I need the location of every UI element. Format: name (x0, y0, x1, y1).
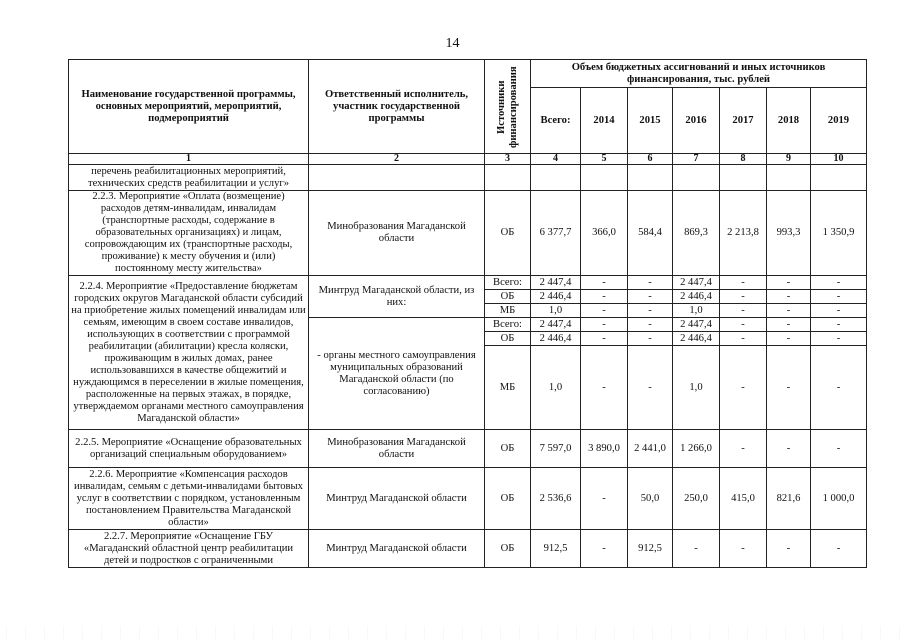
row-executor: Минтруд Магаданской области, из них: (309, 276, 485, 318)
row-source: ОБ (485, 290, 531, 304)
value-cell: - (581, 304, 628, 318)
value-cell: - (720, 290, 767, 304)
col-number: 2 (309, 154, 485, 165)
value-cell: - (720, 318, 767, 332)
header-name: Наименование государственной программы, основных мероприятий, мероприятий, подмероприятий (69, 60, 309, 154)
value-cell: - (767, 290, 811, 304)
header-year: 2015 (628, 88, 673, 154)
scan-artifact (0, 626, 905, 640)
value-cell: 1 000,0 (811, 468, 867, 530)
value-cell: 1,0 (673, 304, 720, 318)
value-cell: - (581, 530, 628, 568)
row-source: Всего: (485, 276, 531, 290)
col-number: 4 (531, 154, 581, 165)
header-year: 2018 (767, 88, 811, 154)
value-cell: 912,5 (531, 530, 581, 568)
row-source: МБ (485, 346, 531, 430)
col-number: 3 (485, 154, 531, 165)
value-cell: 584,4 (628, 191, 673, 276)
header-year: 2019 (811, 88, 867, 154)
value-cell: 2 446,4 (531, 290, 581, 304)
row-source: ОБ (485, 430, 531, 468)
row-source: ОБ (485, 530, 531, 568)
value-cell: 1,0 (673, 346, 720, 430)
value-cell: 2 447,4 (531, 276, 581, 290)
value-cell: - (720, 304, 767, 318)
header-source: Источники финансирования (485, 60, 531, 154)
value-cell: 869,3 (673, 191, 720, 276)
row-name: 2.2.6. Мероприятие «Компенсация расходов инвалидам, семьям с детьми-инвалидами бытовых услуг в соответствии с порядком, установленным постановлением Правительства Магаданской области» (69, 468, 309, 530)
row-name: перечень реабилитационных мероприятий, технических средств реабилитации и услуг» (69, 165, 309, 191)
value-cell: - (581, 290, 628, 304)
value-cell: - (811, 276, 867, 290)
header-year: 2017 (720, 88, 767, 154)
value-cell: - (767, 332, 811, 346)
value-cell: 50,0 (628, 468, 673, 530)
value-cell: 250,0 (673, 468, 720, 530)
value-cell: 993,3 (767, 191, 811, 276)
col-number: 8 (720, 154, 767, 165)
row-name: 2.2.5. Мероприятие «Оснащение образовательных организаций специальным оборудованием» (69, 430, 309, 468)
page-number: 14 (445, 36, 460, 51)
value-cell: - (811, 290, 867, 304)
value-cell: - (767, 346, 811, 430)
row-name: 2.2.3. Мероприятие «Оплата (возмещение) расходов детям-инвалидам, инвалидам (транспортные расходы, содержание в образовательных организациях) и лицам, сопровождающим их (транспортные расходы, проживание) к месту обучения и (или) постоянному месту жительства» (69, 191, 309, 276)
table-row (69, 468, 867, 530)
value-cell: 7 597,0 (531, 430, 581, 468)
table-row (69, 191, 867, 276)
value-cell: 6 377,7 (531, 191, 581, 276)
value-cell: - (811, 530, 867, 568)
row-executor: Минобразования Магаданской области (309, 191, 485, 276)
value-cell: - (720, 430, 767, 468)
value-cell: - (811, 304, 867, 318)
value-cell: - (720, 332, 767, 346)
value-cell: 2 446,4 (531, 332, 581, 346)
col-number: 6 (628, 154, 673, 165)
value-cell: - (811, 430, 867, 468)
row-name: 2.2.7. Мероприятие «Оснащение ГБУ «Магаданский областной центр реабилитации детей и подростков с ограниченными (69, 530, 309, 568)
value-cell: - (581, 468, 628, 530)
row-source: МБ (485, 304, 531, 318)
row-executor: Минтруд Магаданской области (309, 468, 485, 530)
value-cell: 1 266,0 (673, 430, 720, 468)
value-cell: 2 446,4 (673, 290, 720, 304)
value-cell: 2 441,0 (628, 430, 673, 468)
value-cell: - (811, 332, 867, 346)
value-cell: 2 447,4 (531, 318, 581, 332)
value-cell: - (767, 276, 811, 290)
value-cell: 821,6 (767, 468, 811, 530)
row-executor: - органы местного самоуправления муниципальных образований Магаданской области (по согласованию) (309, 318, 485, 430)
value-cell: 2 446,4 (673, 332, 720, 346)
header-year: Всего: (531, 88, 581, 154)
row-executor: Минобразования Магаданской области (309, 430, 485, 468)
value-cell: - (767, 530, 811, 568)
value-cell: - (581, 332, 628, 346)
row-source: ОБ (485, 468, 531, 530)
row-executor: Минтруд Магаданской области (309, 530, 485, 568)
value-cell: 1,0 (531, 304, 581, 318)
value-cell: 2 536,6 (531, 468, 581, 530)
value-cell: - (720, 530, 767, 568)
header-year: 2016 (673, 88, 720, 154)
value-cell: - (581, 276, 628, 290)
value-cell: 366,0 (581, 191, 628, 276)
value-cell: - (767, 430, 811, 468)
value-cell: - (811, 318, 867, 332)
col-number: 7 (673, 154, 720, 165)
table-row (69, 276, 867, 290)
value-cell: 3 890,0 (581, 430, 628, 468)
value-cell: - (628, 276, 673, 290)
table-row (69, 430, 867, 468)
budget-table (68, 59, 867, 568)
row-source: Всего: (485, 318, 531, 332)
header-executor: Ответственный исполнитель, участник государственной программы (309, 60, 485, 154)
header-volume: Объем бюджетных ассигнований и иных источников финансирования, тыс. рублей (531, 60, 867, 88)
value-cell: - (673, 530, 720, 568)
value-cell: - (811, 346, 867, 430)
value-cell: 415,0 (720, 468, 767, 530)
value-cell: - (628, 290, 673, 304)
row-source: ОБ (485, 332, 531, 346)
value-cell: - (720, 346, 767, 430)
header-year: 2014 (581, 88, 628, 154)
value-cell: - (767, 318, 811, 332)
value-cell: - (720, 276, 767, 290)
row-source: ОБ (485, 191, 531, 276)
value-cell: 912,5 (628, 530, 673, 568)
value-cell: - (581, 346, 628, 430)
value-cell: - (628, 318, 673, 332)
value-cell: 2 447,4 (673, 318, 720, 332)
value-cell: - (767, 304, 811, 318)
row-name: 2.2.4. Мероприятие «Предоставление бюджетам городских округов Магаданской области субсидий на приобретение жилых помещений инвалидам или семьям, имеющим в своем составе инвалидов, использующих в соответствии с программой реабилитации (абилитации) кресла коляски, проживающим в жилых домах, ранее использовавшихся в качестве общежитий и нуждающимся в переселении в жилые помещения, расположенные на первых этажах, в порядке, утверждаемом органами местного самоуправления Магаданской области» (69, 276, 309, 430)
table-row (69, 165, 867, 191)
col-number: 9 (767, 154, 811, 165)
table-row (69, 530, 867, 568)
col-number: 5 (581, 154, 628, 165)
value-cell: - (581, 318, 628, 332)
value-cell: 1 350,9 (811, 191, 867, 276)
col-number: 1 (69, 154, 309, 165)
col-number: 10 (811, 154, 867, 165)
value-cell: - (628, 304, 673, 318)
value-cell: 2 447,4 (673, 276, 720, 290)
value-cell: 1,0 (531, 346, 581, 430)
value-cell: 2 213,8 (720, 191, 767, 276)
value-cell: - (628, 346, 673, 430)
value-cell: - (628, 332, 673, 346)
